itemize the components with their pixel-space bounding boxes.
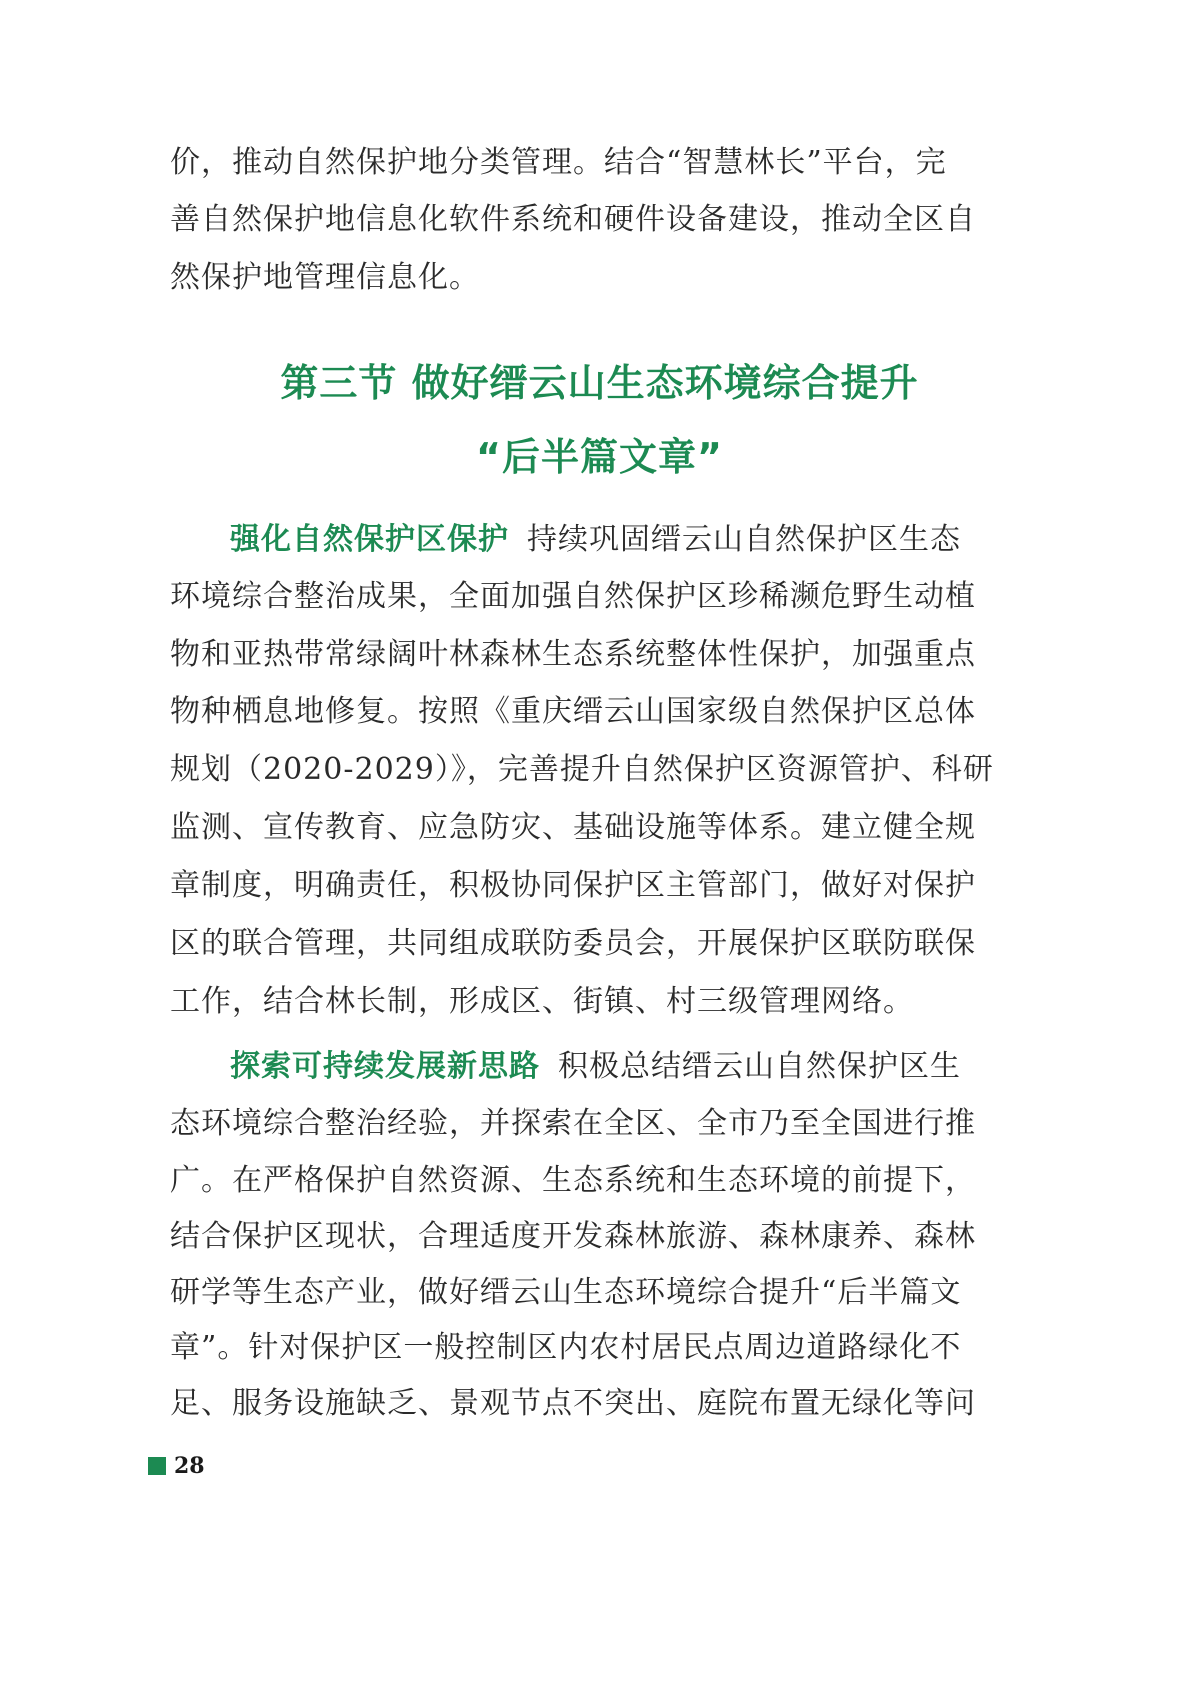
para2-first-line-text: 积极总结缙云山自然保护区生 (558, 1049, 961, 1084)
para2-first-line (230, 1047, 961, 1087)
para2-line: 态环境综合整治经验，并探索在全区、全市乃至全国进行推 (170, 1106, 976, 1141)
para1-line: 章制度，明确责任，积极协同保护区主管部门，做好对保护 (170, 868, 976, 903)
para2-line: 足、服务设施缺乏、景观节点不突出、庭院布置无绿化等问 (170, 1386, 976, 1421)
para1-line: 物种栖息地修复。按照《重庆缙云山国家级自然保护区总体 (170, 694, 976, 729)
para1-line: 物和亚热带常绿阔叶林森林生态系统整体性保护，加强重点 (170, 637, 976, 672)
para1-lead-heading: 强化自然保护区保护 (230, 522, 509, 557)
para1-line: 环境综合整治成果，全面加强自然保护区珍稀濒危野生动植 (170, 579, 976, 614)
intro-line-2: 善自然保护地信息化软件系统和硬件设备建设，推动全区自 (170, 202, 976, 237)
para1-line: 区的联合管理，共同组成联防委员会，开展保护区联防联保 (170, 926, 976, 961)
para2-line: 研学等生态产业，做好缙云山生态环境综合提升“后半篇文 (170, 1275, 962, 1310)
intro-line-3: 然保护地管理信息化。 (170, 260, 480, 295)
section-title-line-1: 第三节 做好缙云山生态环境综合提升 (280, 361, 919, 405)
para1-line: 规划（2020-2029）》，完善提升自然保护区资源管护、科研 (170, 752, 994, 787)
para1-first-line (230, 520, 961, 560)
para2-line: 结合保护区现状，合理适度开发森林旅游、森林康养、森林 (170, 1219, 976, 1254)
page-marker-square (148, 1457, 166, 1475)
para2-line: 章”。针对保护区一般控制区内农村居民点周边道路绿化不 (170, 1330, 962, 1365)
page-footer (148, 1453, 205, 1479)
para1-first-line-text: 持续巩固缙云山自然保护区生态 (527, 522, 961, 557)
page-number: 28 (174, 1453, 205, 1479)
para2-line: 广。在严格保护自然资源、生态系统和生态环境的前提下， (170, 1163, 976, 1198)
section-title-line-2: “后半篇文章” (476, 435, 723, 479)
para1-line: 工作，结合林长制，形成区、街镇、村三级管理网络。 (170, 984, 914, 1019)
intro-line-1: 价，推动自然保护地分类管理。结合“智慧林长”平台，完 (170, 145, 947, 180)
para2-lead-heading: 探索可持续发展新思路 (230, 1049, 540, 1084)
para1-line: 监测、宣传教育、应急防灾、基础设施等体系。建立健全规 (170, 810, 976, 845)
